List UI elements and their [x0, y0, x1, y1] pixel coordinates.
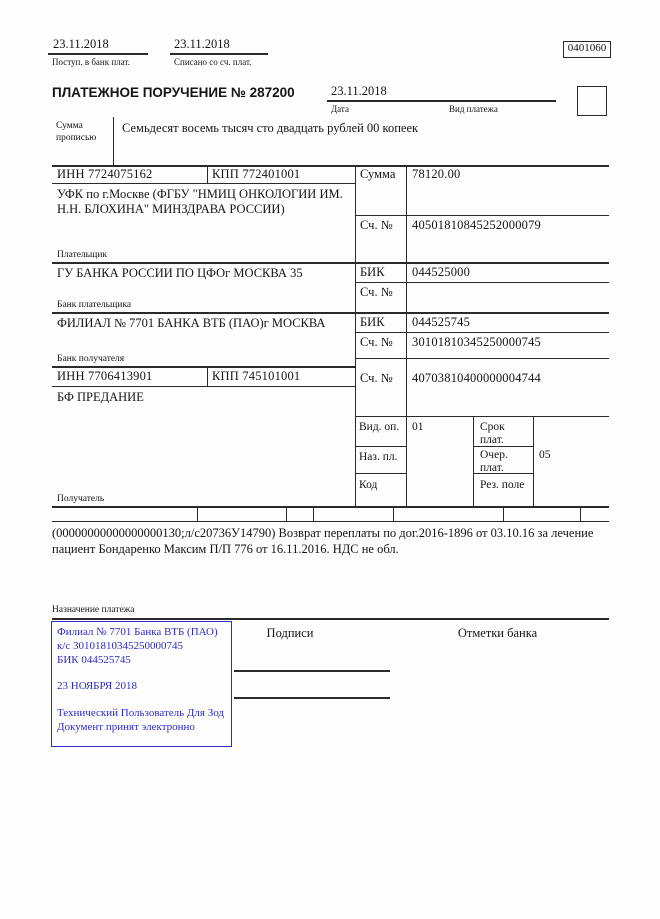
amount-in-words-value: Семьдесят восемь тысяч сто двадцать рублей 00 копеек	[122, 121, 419, 135]
rule	[355, 215, 609, 216]
payment-order-label: Очер. плат.	[480, 449, 508, 474]
sum-label: Сумма	[360, 167, 396, 181]
payee-bank-label: Банк получателя	[57, 354, 125, 364]
table-bottom-rule	[52, 521, 609, 522]
document-date-value: 23.11.2018	[331, 84, 387, 98]
rule	[355, 446, 407, 447]
stamp-user: Технический Пользователь Для Зод	[57, 707, 225, 720]
debited-label: Списано со сч. плат.	[174, 57, 252, 67]
payment-purpose-label: Назначение платежа	[52, 605, 135, 615]
stamp-spacer	[57, 667, 226, 680]
payer-bank-account-label: Сч. №	[360, 285, 393, 299]
payee-bank-account-label: Сч. №	[360, 335, 393, 349]
bank-stamp	[51, 621, 232, 747]
rule	[355, 473, 407, 474]
payee-kpp: КПП 745101001	[212, 369, 301, 383]
purpose-rule	[52, 618, 609, 620]
payer-account-label: Сч. №	[360, 218, 393, 232]
purpose-code-label: Наз. пл.	[359, 451, 398, 463]
rule	[355, 358, 609, 359]
payee-bank-name: ФИЛИАЛ № 7701 БАНКА ВТБ (ПАО)г МОСКВА	[57, 316, 326, 330]
payer-inn: ИНН 7724075162	[57, 167, 153, 181]
code-label: Код	[359, 479, 378, 491]
payment-purpose-text: (00000000000000000130;л/с20736У14790) Возврат переплаты по дог.2016-1896 от 03.10.16 за лечение пациент Бондаренко Максим П/П 776 от 16.11.2016. НДС не обл.	[52, 526, 594, 556]
payment-term-label: Срок плат.	[480, 421, 505, 446]
op-type-label: Вид. оп.	[359, 421, 400, 433]
payer-label: Плательщик	[57, 250, 108, 260]
rule	[580, 507, 581, 521]
signatures-label: Подписи	[266, 626, 314, 640]
bank-marks-label: Отметки банка	[457, 626, 538, 640]
date-label: Дата	[331, 104, 349, 114]
rule	[533, 416, 534, 506]
rule	[503, 507, 504, 521]
payment-kind-checkbox	[577, 86, 607, 116]
rule	[207, 165, 208, 183]
document-title: ПЛАТЕЖНОЕ ПОРУЧЕНИЕ № 287200	[52, 85, 295, 100]
payer-section-rule	[52, 262, 609, 264]
debited-date-underline	[170, 53, 268, 55]
payer-bank-label: Банк плательщика	[57, 300, 132, 310]
reserve-field-label: Рез. поле	[480, 479, 525, 491]
rule	[207, 366, 208, 386]
rule	[355, 165, 356, 507]
rule	[393, 507, 394, 521]
signature-line-2	[234, 697, 390, 699]
payer-account: 40501810845252000079	[412, 218, 541, 232]
rule	[406, 165, 407, 507]
amount-in-words-label: Сумма прописью	[56, 121, 97, 143]
payment-order-value: 05	[539, 449, 551, 461]
payee-bank-bik-label: БИК	[360, 315, 385, 329]
received-date-underline	[48, 53, 148, 55]
payment-kind-label: Вид платежа	[449, 104, 498, 114]
rule	[355, 332, 609, 333]
rule	[52, 386, 355, 387]
stamp-date: 23 НОЯБРЯ 2018	[57, 680, 138, 693]
payee-account: 40703810400000004744	[412, 371, 541, 385]
debited-date: 23.11.2018	[174, 37, 230, 51]
payer-bank-section-rule	[52, 312, 609, 314]
stamp-bik: БИК 044525745	[57, 653, 131, 666]
stamp-corr-account: к/с 30101810345250000745	[57, 639, 184, 652]
payee-account-label: Сч. №	[360, 371, 393, 385]
payer-bank-bik-label: БИК	[360, 265, 385, 279]
rule	[355, 416, 609, 417]
rule	[355, 282, 609, 283]
payer-bank-name: ГУ БАНКА РОССИИ ПО ЦФОг МОСКВА 35	[57, 266, 303, 280]
sum-value: 78120.00	[412, 167, 461, 181]
payment-kind-underline	[446, 100, 556, 102]
rule	[286, 507, 287, 521]
received-in-bank-label: Поступ. в банк плат.	[52, 57, 130, 67]
payee-bank-section-rule	[52, 366, 355, 368]
received-in-bank-date: 23.11.2018	[53, 37, 109, 51]
date-underline	[327, 100, 463, 102]
payer-bank-bik: 044525000	[412, 265, 471, 279]
op-type-value: 01	[412, 421, 424, 433]
rule	[313, 507, 314, 521]
payee-section-rule	[52, 506, 609, 508]
stamp-branch: Филиал № 7701 Банка ВТБ (ПАО)	[57, 626, 218, 638]
payee-bank-bik: 044525745	[412, 315, 471, 329]
payee-bank-account: 30101810345250000745	[412, 335, 541, 349]
stamp-spacer	[57, 694, 226, 707]
payer-name: УФК по г.Москве (ФГБУ "НМИЦ ОНКОЛОГИИ ИМ. Н.Н. БЛОХИНА" МИНЗДРАВА РОССИИ)	[57, 187, 343, 216]
signature-line-1	[234, 670, 390, 672]
payer-kpp: КПП 772401001	[212, 167, 301, 181]
payee-name: БФ ПРЕДАНИЕ	[57, 390, 144, 404]
rule	[197, 507, 198, 521]
amount-words-divider	[113, 117, 114, 165]
form-code-box: 0401060	[563, 41, 611, 58]
payee-inn: ИНН 7706413901	[57, 369, 153, 383]
rule	[52, 183, 355, 184]
rule	[473, 416, 474, 506]
payee-label: Получатель	[57, 494, 105, 504]
stamp-accepted: Документ принят электронно	[57, 720, 195, 733]
